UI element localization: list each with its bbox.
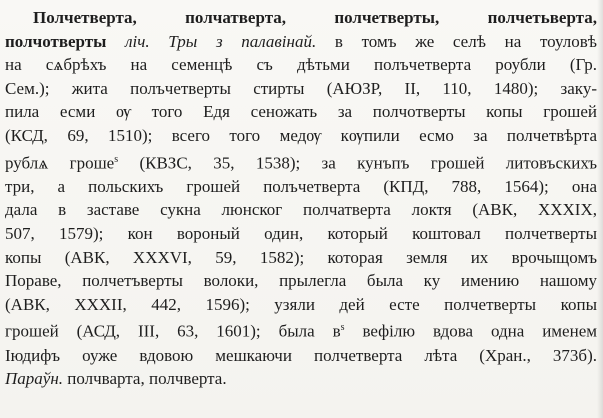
entry-line-14 <box>5 316 597 343</box>
entry-line-9 <box>5 198 597 222</box>
superscript-mark: s <box>340 322 345 334</box>
entry-line-4 <box>5 77 597 101</box>
citation-text: грошей (АСД, III, 63, 1601); была в <box>5 322 341 342</box>
citation-text: в томъ же селѣ на тоуловѣ <box>316 31 597 51</box>
citation-text: 507, 1579); кон вороный один, который коштовал полчетверты <box>5 224 597 243</box>
citation-text: (АВК, XXXII, 442, 1596); узяли дей есте полчетверты копы <box>5 294 597 314</box>
headword-variant-last: полчотверты <box>5 31 126 51</box>
entry-line-8 <box>5 175 597 199</box>
citation-text: рублѧ гроше <box>5 153 115 173</box>
page-edge-shadow <box>597 0 603 418</box>
citation-text: Iюдифъ оуже вдовою мешкаючи полчетверта лѣта (Хран., 373б). <box>5 345 597 365</box>
citation-text: три, а польскихъ грошей полъчетверта (КПД, 788, 1564); она <box>5 176 597 196</box>
citation-text: Сем.); жита полъчетверты стирты (АЮЗР, II, 110, 1480); заку- <box>5 78 597 98</box>
translation: лiч. Тры з палавiнай. <box>125 31 317 51</box>
entry-line-16 <box>5 367 597 391</box>
dictionary-entry <box>5 6 597 391</box>
entry-line-7 <box>5 148 597 175</box>
citation-text: Пораве, полчетъверты волоки, прылегла была ку имению нашому <box>5 271 597 291</box>
entry-line-10 <box>5 222 597 246</box>
entry-line-11 <box>5 246 597 270</box>
citation-text: вефiлю вдова одна именем <box>344 322 597 342</box>
entry-line-15 <box>5 344 597 368</box>
superscript-mark: s <box>114 153 119 165</box>
citation-text: (КВЗС, 35, 1538); за кунъпъ грошей литовъскихъ <box>118 153 597 173</box>
entry-line-5 <box>5 100 597 124</box>
entry-line-3 <box>5 53 597 77</box>
citation-text: копы (АВК, XXXVI, 59, 1582); которая земля их врочыщомъ <box>5 247 597 267</box>
cross-reference-words: полчварта, полчверта. <box>63 369 227 389</box>
citation-text: пила есми ѹ того Едя сеножать за полчотверты копы грошей <box>5 102 597 122</box>
entry-line-2 <box>5 30 597 54</box>
cross-reference-label: Параўн. <box>5 369 64 389</box>
citation-text: на сѧбрѣхъ на семенцѣ съ дѣтьми полъчетверта роубли (Гр. <box>5 55 597 75</box>
entry-line-13 <box>5 293 597 317</box>
citation-text: (КСД, 69, 1510); всего того медѹ кѹпили есмо за полчетвѣрта <box>5 125 597 145</box>
entry-line-6 <box>5 124 597 148</box>
entry-line-1 <box>5 6 597 30</box>
headword-variants: Полчетверта, полчатверта, полчетверты, полчетьверта, <box>33 8 597 27</box>
entry-line-12 <box>5 269 597 293</box>
citation-text: дала в заставе сукна люнског полчатверта локтя (АВК, XXXIX, <box>5 200 597 220</box>
